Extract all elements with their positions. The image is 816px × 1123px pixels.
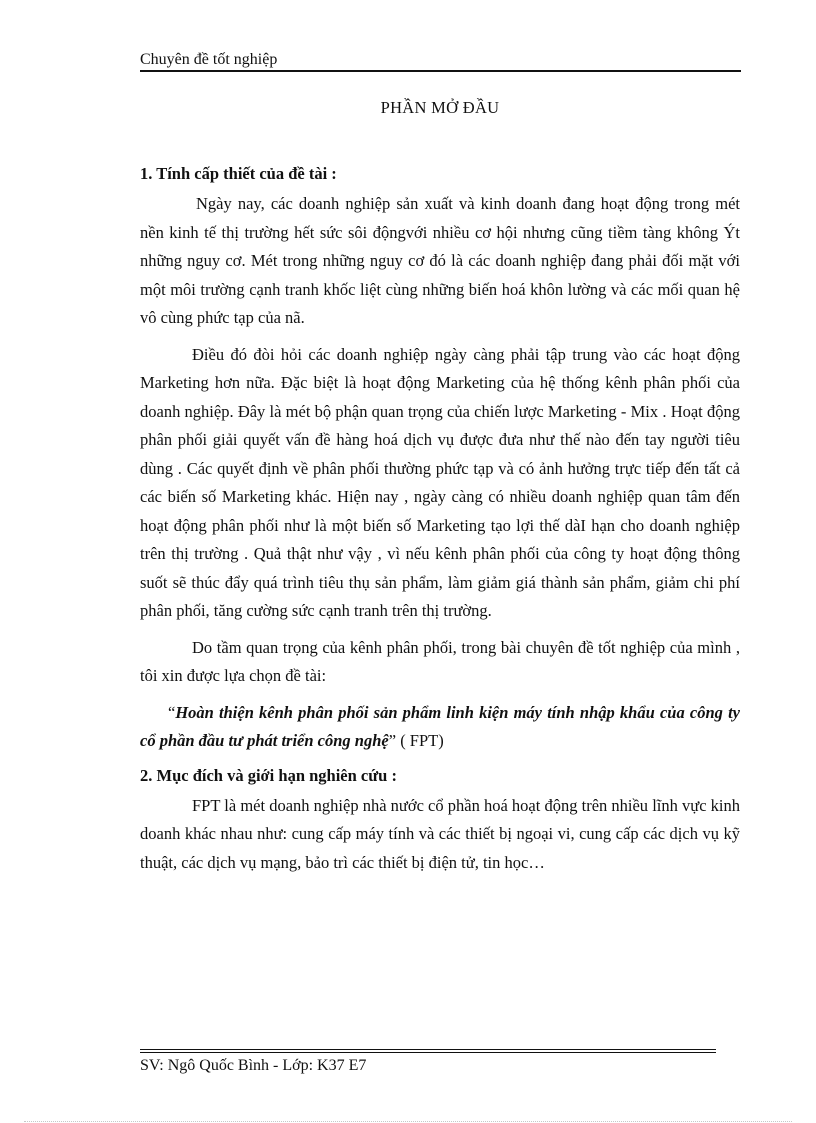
document-body xyxy=(140,94,740,885)
section-2-heading: 2. Mục đích và giới hạn nghiên cứu : xyxy=(140,765,397,785)
running-footer: SV: Ngô Quốc Bình - Lớp: K37 E7 xyxy=(140,1057,367,1074)
running-header: Chuyên đề tốt nghiệp xyxy=(140,51,278,68)
page-edge-dotted-line xyxy=(24,1121,792,1122)
paragraph: Do tầm quan trọng của kênh phân phối, trong bài chuyên đề tốt nghiệp của mình , tôi xin được lựa chọn đề tài: xyxy=(140,637,740,685)
footer-rule-top xyxy=(140,1049,716,1050)
open-quote: “ xyxy=(168,702,176,722)
header-rule xyxy=(140,70,741,72)
paragraph: Ngày nay, các doanh nghiệp sản xuất và kinh doanh đang hoạt động trong mét nền kinh tế thị trường hết sức sôi độngvới nhiều cơ hội nhưng cũng tiềm tàng không Ýt những nguy cơ. Mét trong những nguy cơ đó là các doanh nghiệp đang phải đối mặt với một môi trường cạnh tranh khốc liệt cùng những biến hoá khôn lường và các mối quan hệ vô cùng phức tạp của nã. xyxy=(140,194,740,327)
section-1-heading: 1. Tính cấp thiết của đề tài : xyxy=(140,164,337,183)
thesis-topic xyxy=(140,699,740,756)
paragraph: FPT là mét doanh nghiệp nhà nước cổ phần hoá hoạt động trên nhiều lĩnh vực kinh doanh khác nhau như: cung cấp máy tính và các thiết bị ngoại vi, cung cấp các dịch vụ kỹ thuật, các dịch vụ mạng, bảo trì các thiết bị điện tử, tin học… xyxy=(140,795,740,872)
close-quote: ” xyxy=(388,731,397,750)
page-title: PHẦN MỞ ĐẦU xyxy=(380,98,500,117)
paragraph: Điều đó đòi hỏi các doanh nghiệp ngày càng phải tập trung vào các hoạt động Marketing hơn nữa. Đặc biệt là hoạt động Marketing của hệ thống kênh phân phối của doanh nghiệp. Đây là mét bộ phận quan trọng của chiến lược Marketing - Mix . Hoạt động phân phối giải quyết vấn đề hàng hoá dịch vụ được đưa như thế nào đến tay người tiêu dùng . Các quyết định về phân phối thường phức tạp và có ảnh hưởng trực tiếp đến tất cả các biến số Marketing khác. Hiện nay , ngày càng có nhiều doanh nghiệp quan tâm đến hoạt động phân phối như là một biến số Marketing tạo lợi thế dàI hạn cho doanh nghiệp trên thị trường . Quả thật như vậy , vì nếu kênh phân phối của công ty hoạt động thông suốt sẽ thúc đẩy quá trình tiêu thụ sản phẩm, làm giảm giá thành sản phẩm, giảm chi phí phân phối, tăng cường sức cạnh tranh trên thị trường. xyxy=(140,344,740,620)
footer-rule-bottom xyxy=(140,1052,716,1053)
thesis-topic-title: Hoàn thiện kênh phân phối sản phẩm linh kiện máy tính nhập khẩu của công ty cổ phần đầu tư phát triển công nghệ xyxy=(140,702,740,750)
thesis-topic-suffix: ( FPT) xyxy=(396,731,444,750)
